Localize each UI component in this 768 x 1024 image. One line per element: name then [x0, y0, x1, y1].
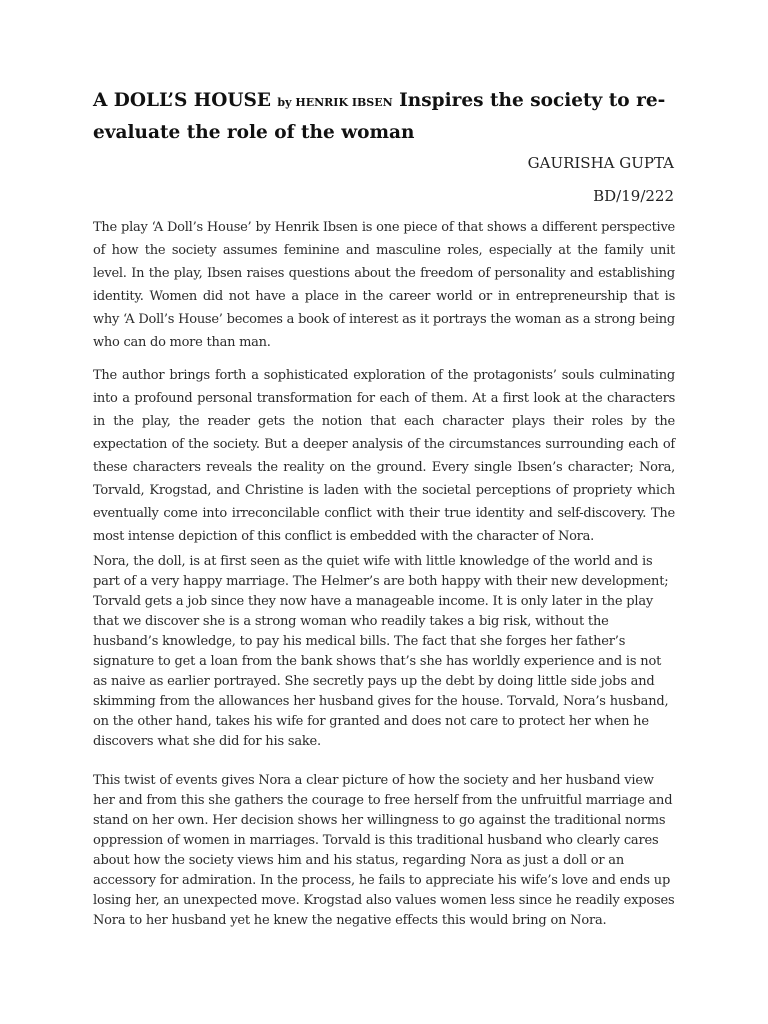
paragraph-1: The play ‘A Doll’s House’ by Henrik Ibsen is one piece of that shows a different perspective of how the society assumes feminine and masculine roles, especially at the family unit level. In the play, Ibsen raises questions about the freedom of personality and establishing identity. Women did not have a place in the career world or in entrepreneurship that is why ‘A Doll’s House’ becomes a book of interest as it portrays the woman as a strong being who can do more than man.: [93, 220, 675, 350]
title-main: A DOLL’S HOUSE: [93, 90, 271, 111]
author-name: GAURISHA GUPTA: [527, 154, 674, 172]
title-rest: Inspires the society to re-evaluate the role of the woman: [93, 90, 666, 143]
paragraph-4: This twist of events gives Nora a clear picture of how the society and her husband view her and from this she gathers the courage to free herself from the unfruitful marriage and stand on her own. Her decision shows her willingness to go against the traditional norms oppression of women in marriages. Torvald is this traditional husband who clearly cares about how the society views him and his status, regarding Nora as just a doll or an accessory for admiration. In the process, he fails to appreciate his wife’s love and ends up losing her, an unexpected move. Krogstad also values women less since he readily exposes Nora to her husband yet he knew the negative effects this would bring on Nora.: [93, 773, 675, 928]
paragraph-2: The author brings forth a sophisticated exploration of the protagonists’ souls culminating into a profound personal transformation for each of them. At a first look at the characters in the play, the reader gets the notion that each character plays their roles by the expectation of the society. But a deeper analysis of the circumstances surrounding each of these characters reveals the reality on the ground. Every single Ibsen’s character; Nora, Torvald, Krogstad, and Christine is laden with the societal perceptions of propriety which eventually come into irreconcilable conflict with their true identity and self-discovery. The most intense depiction of this conflict is embedded with the character of Nora.: [93, 368, 675, 544]
paragraph-3: Nora, the doll, is at first seen as the quiet wife with little knowledge of the world and is part of a very happy marriage. The Helmer’s are both happy with their new development; Torvald gets a job since they now have a manageable income. It is only later in the play that we discover she is a strong woman who readily takes a big risk, without the husband’s knowledge, to pay his medical bills. The fact that she forges her father’s signature to get a loan from the bank shows that’s she has worldly experience and is not as naive as earlier portrayed. She secretly pays up the debt by doing little side jobs and skimming from the allowances her husband gives for the house. Torvald, Nora’s husband, on the other hand, takes his wife for granted and does not care to protect her when he discovers what she did for his sake.: [93, 554, 669, 749]
author-id: BD/19/222: [593, 187, 674, 205]
document-title: [93, 86, 693, 148]
title-byline: by HENRIK IBSEN: [277, 96, 393, 109]
